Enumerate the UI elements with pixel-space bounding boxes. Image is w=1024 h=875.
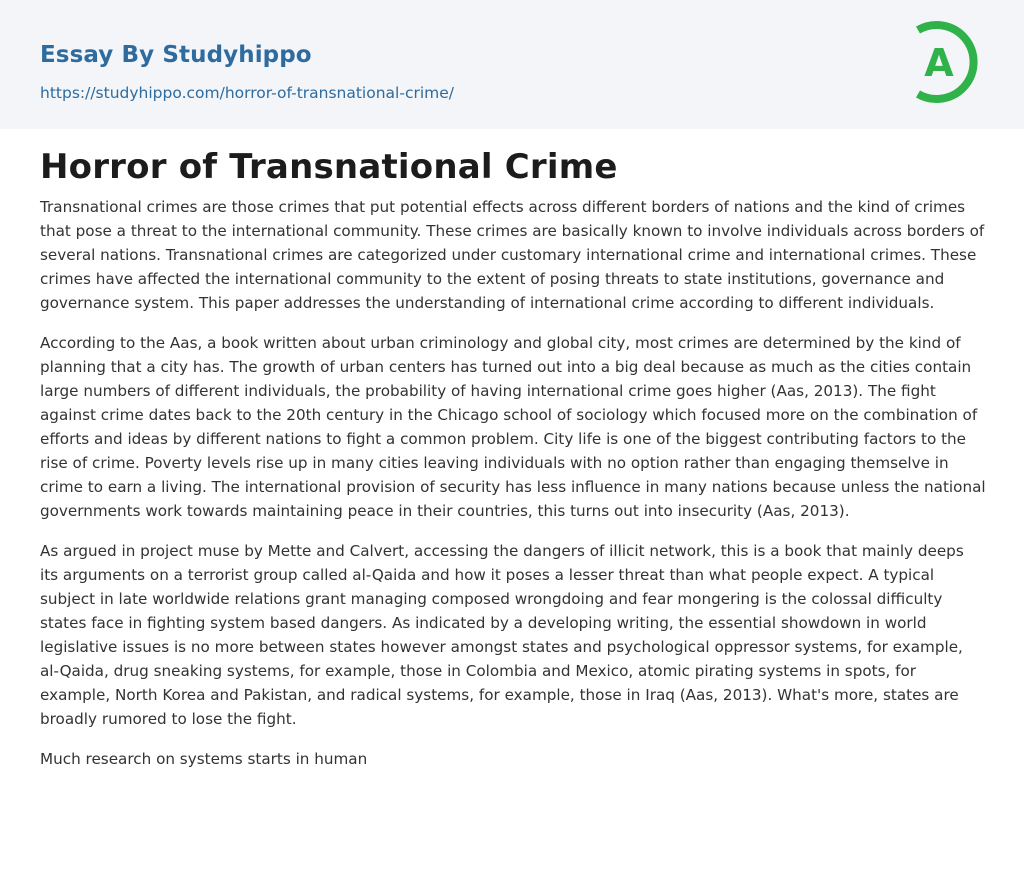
article bbox=[40, 145, 986, 787]
studyhippo-logo-icon[interactable] bbox=[906, 17, 990, 107]
paragraph: As argued in project muse by Mette and Calvert, accessing the dangers of illicit network, this is a book that mainly deeps its arguments on a terrorist group called al-Qaida and how it poses a lesser threat than what people expect. A typical subject in late worldwide relations grant managing composed wrongdoing and fear mongering is the colossal difficulty states face in fighting system based dangers. As indicated by a developing writing, the essential showdown in world legislative issues is no more between states however amongst states and psychological oppressor systems, for example, al-Qaida, drug sneaking systems, for example, those in Colombia and Mexico, atomic pirating systems in spots, for example, North Korea and Pakistan, and radical systems, for example, those in Iraq (Aas, 2013). What's more, states are broadly rumored to lose the fight. bbox=[40, 542, 964, 728]
page-url-link[interactable]: https://studyhippo.com/horror-of-transnational-crime/ bbox=[40, 84, 455, 102]
site-brand[interactable]: Essay By Studyhippo bbox=[40, 42, 312, 68]
paragraph: Much research on systems starts in human bbox=[40, 750, 368, 768]
paragraph: According to the Aas, a book written about urban criminology and global city, most crimes are determined by the kind of planning that a city has. The growth of urban centers has turned out into a big deal because as much as the cities contain large numbers of different individuals, the probability of having international crime goes higher (Aas, 2013). The fight against crime dates back to the 20th century in the Chicago school of sociology which focused more on the combination of efforts and ideas by different nations to fight a common problem. City life is one of the biggest contributing factors to the rise of crime. Poverty levels rise up in many cities leaving individuals with no option rather than engaging themselve in crime to earn a living. The international provision of security has less influence in many nations because unless the national governments work towards maintaining peace in their countries, this turns out into insecurity (Aas, 2013). bbox=[40, 334, 986, 520]
logo-letter: A bbox=[924, 41, 954, 85]
site-header bbox=[0, 0, 1024, 129]
paragraph: Transnational crimes are those crimes that put potential effects across different borders of nations and the kind of crimes that pose a threat to the international community. These crimes are basically known to involve individuals across borders of several nations. Transnational crimes are categorized under customary international crime and international crimes. These crimes have affected the international community to the extent of posing threats to state institutions, governance and governance system. This paper addresses the understanding of international crime according to different individuals. bbox=[40, 198, 985, 312]
page-title: Horror of Transnational Crime bbox=[40, 147, 618, 187]
